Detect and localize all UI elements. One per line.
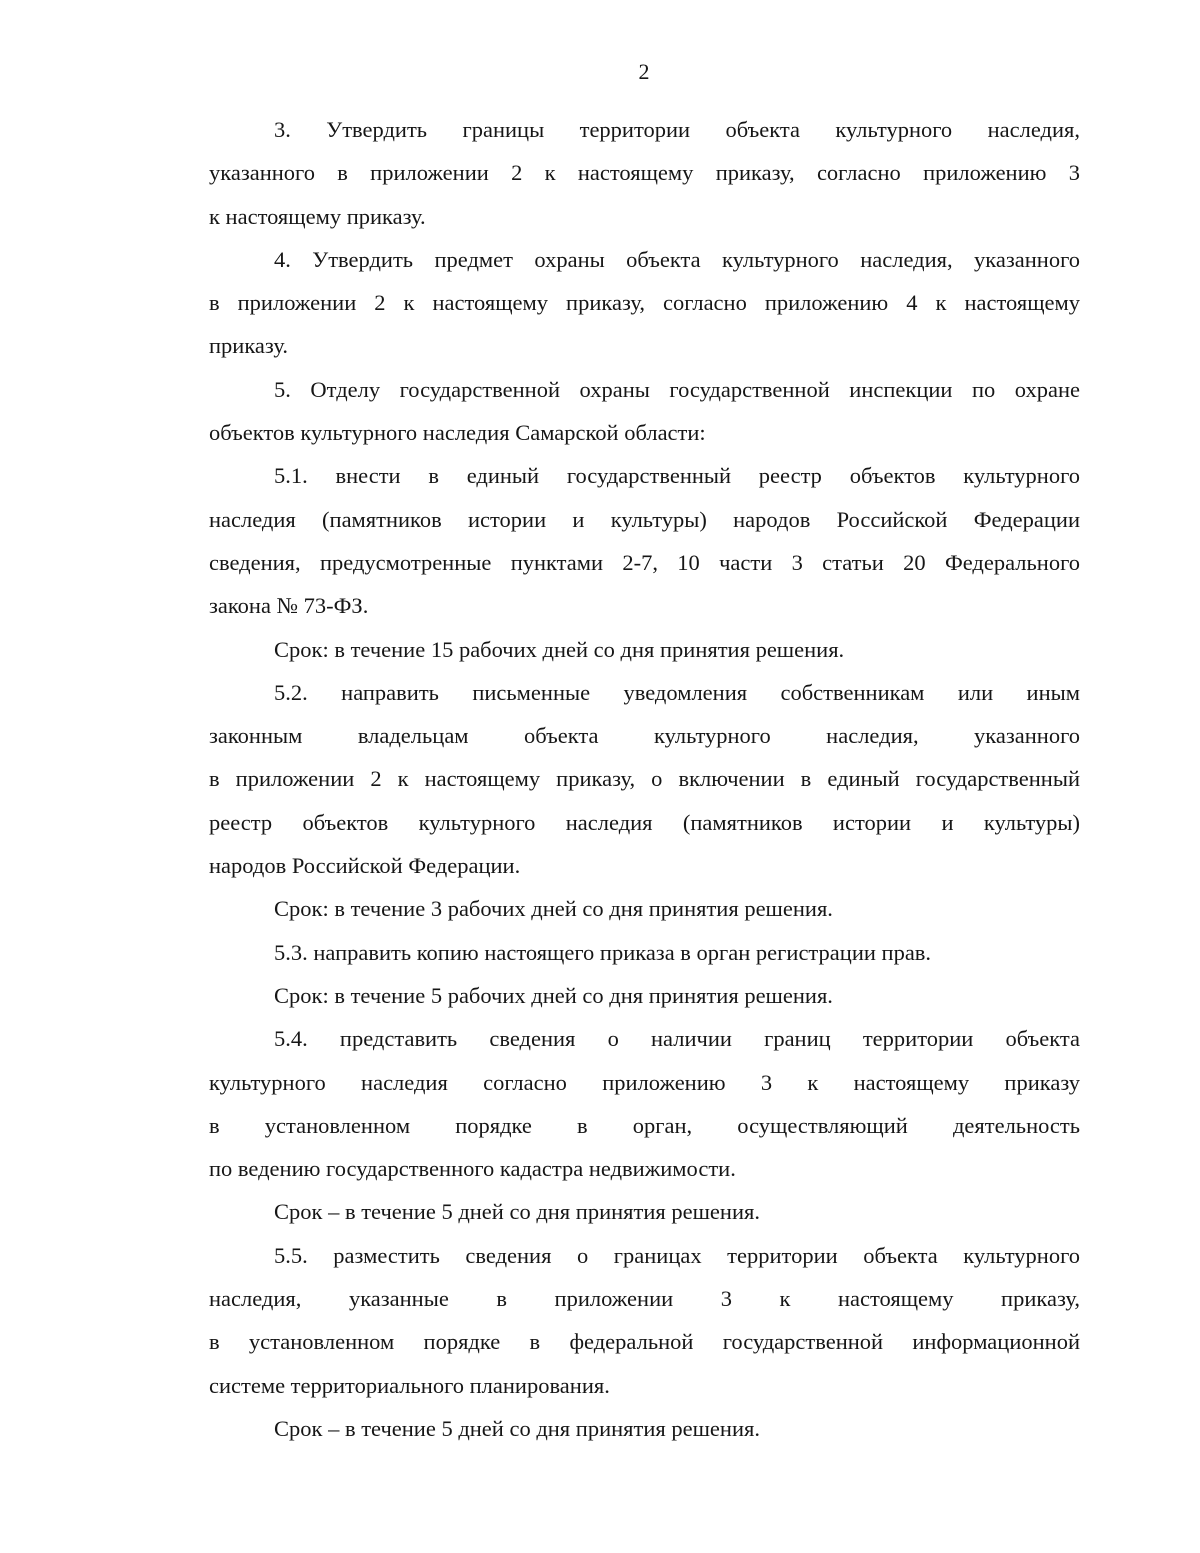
- deadline-5-5: [209, 1413, 1080, 1456]
- text-line: к настоящему приказу.: [209, 203, 426, 229]
- text-line: в установленном порядке в орган, осуществляющий деятельность: [209, 1112, 1080, 1138]
- text-line: объектов культурного наследия Самарской области:: [209, 420, 706, 446]
- paragraph-item-5-1: [209, 460, 1080, 633]
- page-number: 2: [638, 59, 650, 84]
- paragraph-item-5-2: [209, 677, 1080, 893]
- text-line: народов Российской Федерации.: [209, 853, 521, 879]
- text-line: Срок – в течение 5 дней со дня принятия решения.: [274, 1199, 760, 1225]
- text-line: 5.3. направить копию настоящего приказа в орган регистрации прав.: [274, 939, 932, 965]
- deadline-5-1: [209, 634, 1080, 677]
- text-line: Срок: в течение 3 рабочих дней со дня принятия решения.: [274, 896, 833, 922]
- deadline-5-4: [209, 1196, 1080, 1239]
- text-line: приказу.: [209, 333, 288, 359]
- text-line: в приложении 2 к настоящему приказу, согласно приложению 4 к настоящему: [209, 290, 1080, 316]
- text-line: Срок: в течение 5 рабочих дней со дня принятия решения.: [274, 982, 833, 1008]
- deadline-5-2: [209, 893, 1080, 936]
- text-line: Срок – в течение 5 дней со дня принятия решения.: [274, 1415, 760, 1441]
- paragraph-item-5: [209, 374, 1080, 461]
- text-line: 3. Утвердить границы территории объекта культурного наследия,: [274, 117, 1080, 142]
- text-line: в приложении 2 к настоящему приказу, о включении в единый государственный: [209, 766, 1080, 792]
- text-line: закона № 73-ФЗ.: [209, 593, 369, 619]
- text-line: по ведению государственного кадастра недвижимости.: [209, 1156, 736, 1182]
- text-line: системе территориального планирования.: [209, 1372, 610, 1398]
- paragraph-item-5-5: [209, 1240, 1080, 1413]
- text-line: Срок: в течение 15 рабочих дней со дня принятия решения.: [274, 636, 845, 662]
- paragraph-item-5-3: [209, 937, 1080, 980]
- paragraph-item-4: [209, 244, 1080, 374]
- text-line: 5.5. разместить сведения о границах территории объекта культурного: [274, 1242, 1080, 1268]
- text-line: 5. Отделу государственной охраны государственной инспекции по охране: [274, 376, 1080, 402]
- text-line: в установленном порядке в федеральной государственной информационной: [209, 1329, 1080, 1355]
- text-line: сведения, предусмотренные пунктами 2-7, 10 части 3 статьи 20 Федерального: [209, 549, 1080, 575]
- text-line: культурного наследия согласно приложению 3 к настоящему приказу: [209, 1069, 1080, 1095]
- document-body: [209, 114, 1080, 1456]
- text-line: реестр объектов культурного наследия (памятников истории и культуры): [209, 809, 1080, 835]
- text-line: законным владельцам объекта культурного наследия, указанного: [209, 723, 1080, 749]
- text-line: указанного в приложении 2 к настоящему приказу, согласно приложению 3: [209, 160, 1080, 186]
- paragraph-item-5-4: [209, 1023, 1080, 1196]
- text-line: 5.1. внести в единый государственный реестр объектов культурного: [274, 463, 1080, 489]
- paragraph-item-3: [209, 114, 1080, 244]
- text-line: 5.4. представить сведения о наличии границ территории объекта: [274, 1026, 1080, 1052]
- text-line: 4. Утвердить предмет охраны объекта культурного наследия, указанного: [274, 246, 1080, 272]
- deadline-5-3: [209, 980, 1080, 1023]
- text-line: наследия (памятников истории и культуры) народов Российской Федерации: [209, 506, 1080, 532]
- text-line: 5.2. направить письменные уведомления собственникам или иным: [274, 679, 1080, 705]
- text-line: наследия, указанные в приложении 3 к настоящему приказу,: [209, 1286, 1080, 1312]
